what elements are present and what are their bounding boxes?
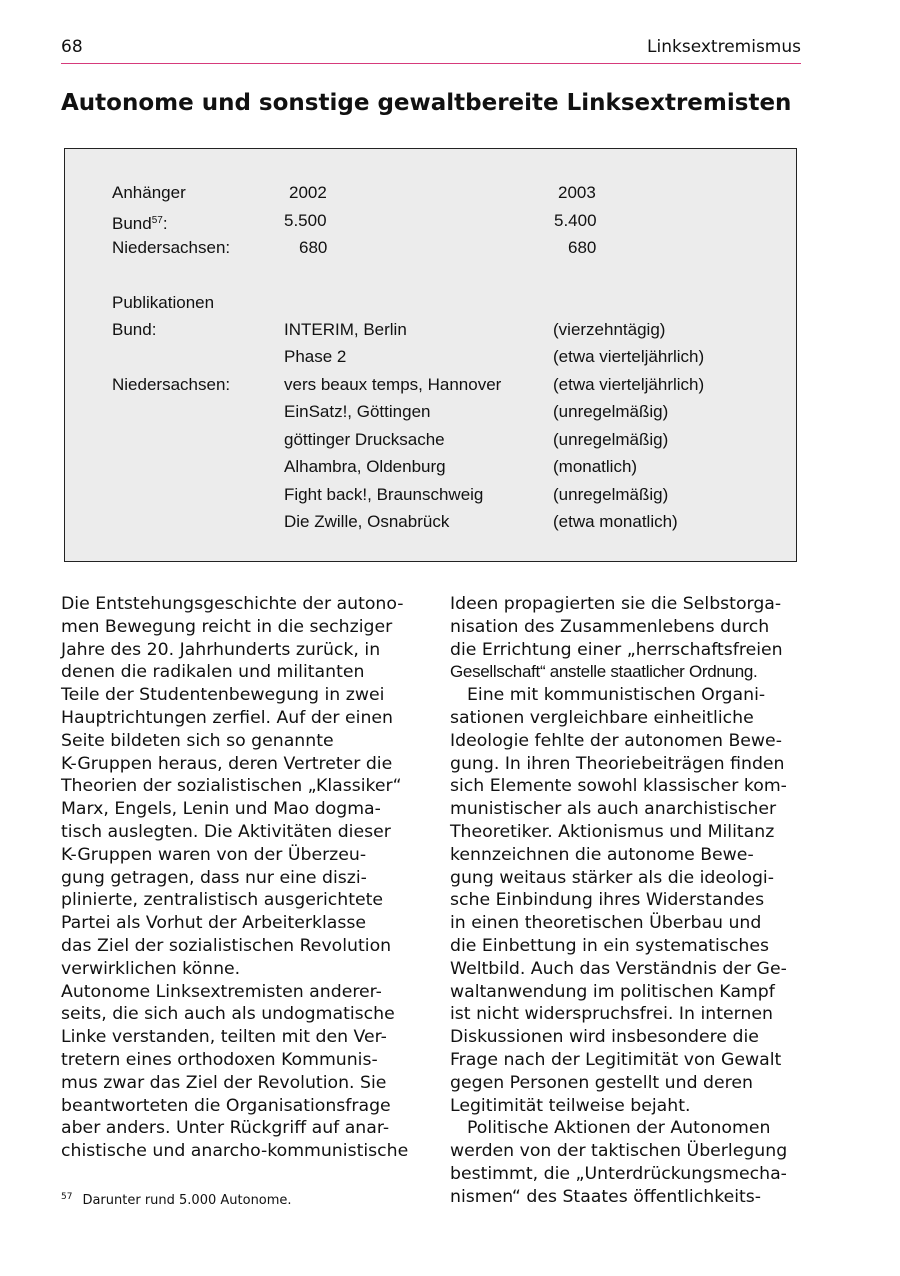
publication-title: INTERIM, Berlin xyxy=(284,320,407,339)
publication-title: vers beaux temps, Hannover xyxy=(284,375,502,394)
text-line: gung. In ihren Theoriebeiträgen finden xyxy=(450,753,785,774)
text-line: denen die radikalen und militanten xyxy=(61,662,365,683)
year-2003-header: 2003 xyxy=(558,183,596,202)
body-column-right xyxy=(450,593,787,1209)
page-number: 68 xyxy=(61,37,83,57)
publication-frequency: (vierzehntägig) xyxy=(553,320,666,339)
text-line: Jahre des 20. Jahrhunderts zurück, in xyxy=(61,639,381,660)
text-line: K-Gruppen waren von der Überzeu- xyxy=(61,844,367,865)
text-line: Partei als Vorhut der Arbeiterklasse xyxy=(61,913,367,934)
text-line: Ideologie fehlte der autonomen Bewe- xyxy=(450,730,782,751)
publication-title: Phase 2 xyxy=(284,347,347,366)
text-line: tisch auslegten. Die Aktivitäten dieser xyxy=(61,821,391,842)
text-line: beantworteten die Organisationsfrage xyxy=(61,1095,391,1116)
publications-heading: Publikationen xyxy=(112,293,215,312)
text-line: Eine mit kommunistischen Organi- xyxy=(467,685,766,706)
text-line: Marx, Engels, Lenin und Mao dogma- xyxy=(61,799,381,820)
publication-title: EinSatz!, Göttingen xyxy=(284,402,431,421)
text-line: Weltbild. Auch das Verständnis der Ge- xyxy=(450,958,787,979)
footnote xyxy=(61,1192,292,1208)
text-line: gung weitaus stärker als die ideologi- xyxy=(450,867,774,888)
section-title: Linksextremismus xyxy=(647,37,801,57)
text-line: Frage nach der Legitimität von Gewalt xyxy=(450,1049,782,1070)
header-divider xyxy=(61,63,801,64)
text-line: Theorien der sozialistischen „Klassiker“ xyxy=(61,776,402,797)
publication-title: Fight back!, Braunschweig xyxy=(284,485,484,504)
text-line: Linke verstanden, teilten mit den Ver- xyxy=(61,1027,387,1048)
text-line: Seite bildeten sich so genannte xyxy=(61,730,334,751)
publication-frequency: (unregelmäßig) xyxy=(553,430,669,449)
text-line: waltanwendung im politischen Kampf xyxy=(450,981,775,1002)
publication-title: göttinger Drucksache xyxy=(284,430,445,449)
publication-frequency: (monatlich) xyxy=(553,457,638,476)
text-line: Ideen propagierten sie die Selbstorga- xyxy=(450,594,782,614)
publication-title: Alhambra, Oldenburg xyxy=(284,457,446,476)
footnote-text: Darunter rund 5.000 Autonome. xyxy=(82,1193,292,1208)
text-line: Diskussionen wird insbesondere die xyxy=(450,1027,759,1048)
text-line: plinierte, zentralistisch ausgerichtete xyxy=(61,890,384,911)
text-line: sich Elemente sowohl klassischer kom- xyxy=(450,776,787,797)
text-line: Die Entstehungsgeschichte der autono- xyxy=(61,594,404,614)
text-line: aber anders. Unter Rückgriff auf anar- xyxy=(61,1118,390,1139)
text-line: Legitimität teilweise bejaht. xyxy=(450,1095,691,1116)
body-column-left xyxy=(61,593,408,1163)
text-line: nismen“ des Staates öffentlichkeits- xyxy=(450,1186,762,1207)
bund-2002-value: 5.500 xyxy=(284,211,327,230)
text-line: Gesellschaft“ anstelle staatlicher Ordnung. xyxy=(450,662,758,682)
niedersachsen-2002-value: 680 xyxy=(299,238,328,257)
text-line: das Ziel der sozialistischen Revolution xyxy=(61,935,392,956)
text-line: in einen theoretischen Überbau und xyxy=(450,913,762,934)
text-line: die Einbettung in ein systematisches xyxy=(450,935,769,956)
publication-frequency: (etwa monatlich) xyxy=(553,512,678,531)
text-line: mus zwar das Ziel der Revolution. Sie xyxy=(61,1072,387,1093)
text-line: gegen Personen gestellt und deren xyxy=(450,1072,753,1093)
text-line: tretern eines orthodoxen Kommunis- xyxy=(61,1049,378,1070)
publication-frequency: (etwa vierteljährlich) xyxy=(553,375,705,394)
text-line: bestimmt, die „Unterdrückungsmecha- xyxy=(450,1163,787,1184)
text-line: die Errichtung einer „herrschaftsfreien xyxy=(450,639,783,660)
text-line: verwirklichen könne. xyxy=(61,958,241,979)
text-line: munistischer als auch anarchistischer xyxy=(450,799,777,820)
publications-niedersachsen-label: Niedersachsen: xyxy=(112,375,231,394)
niedersachsen-2003-value: 680 xyxy=(568,238,597,257)
text-line: gung getragen, dass nur eine diszi- xyxy=(61,867,367,888)
text-line: men Bewegung reicht in die sechziger xyxy=(61,616,393,637)
text-line: Politische Aktionen der Autonomen xyxy=(467,1118,771,1139)
bund-2003-value: 5.400 xyxy=(554,211,597,230)
publication-title: Die Zwille, Osnabrück xyxy=(284,512,450,531)
page-title: Autonome und sonstige gewaltbereite Linksextremisten xyxy=(61,90,792,116)
publication-frequency: (unregelmäßig) xyxy=(553,485,669,504)
publications-bund-label: Bund: xyxy=(112,320,157,339)
niedersachsen-label: Niedersachsen: xyxy=(112,238,231,257)
footnote-reference: 57 xyxy=(151,215,163,226)
text-line: werden von der taktischen Überlegung xyxy=(450,1141,788,1162)
statistics-box xyxy=(64,148,797,562)
text-line: nisation des Zusammenlebens durch xyxy=(450,616,770,637)
supporters-label: Anhänger xyxy=(112,183,186,202)
text-line: kennzeichnen die autonome Bewe- xyxy=(450,844,754,865)
publication-frequency: (etwa vierteljährlich) xyxy=(553,347,705,366)
text-line: ist nicht widerspruchsfrei. In internen xyxy=(450,1004,773,1025)
text-line: sche Einbindung ihres Widerstandes xyxy=(450,890,765,911)
text-line: Teile der Studentenbewegung in zwei xyxy=(61,685,385,706)
text-line: K-Gruppen heraus, deren Vertreter die xyxy=(61,753,393,774)
text-line: Hauptrichtungen zerfiel. Auf der einen xyxy=(61,707,394,728)
text-line: chistische und anarcho-kommunistische xyxy=(61,1141,409,1162)
text-line: Theoretiker. Aktionismus und Militanz xyxy=(450,821,775,842)
publication-frequency: (unregelmäßig) xyxy=(553,402,669,421)
year-2002-header: 2002 xyxy=(289,183,327,202)
bund-label: Bund$^{57}$: xyxy=(112,214,168,233)
text-line: seits, die sich auch als undogmatische xyxy=(61,1004,395,1025)
footnote-marker: 57 xyxy=(61,1192,73,1202)
text-line: sationen vergleichbare einheitliche xyxy=(450,707,754,728)
text-line: Autonome Linksextremisten anderer- xyxy=(61,981,382,1002)
